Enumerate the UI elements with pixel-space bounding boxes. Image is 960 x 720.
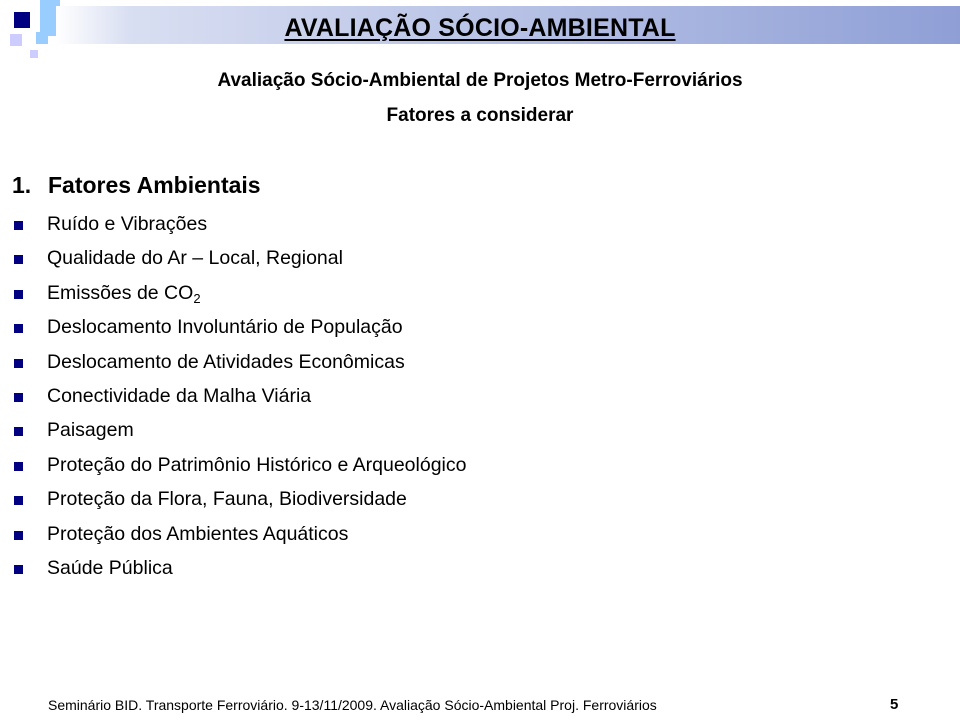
decor-square-lavender-small bbox=[30, 50, 38, 58]
subtitle-line-2: Fatores a considerar bbox=[386, 105, 574, 126]
square-bullet-icon bbox=[14, 290, 23, 299]
list-item bbox=[14, 517, 466, 551]
factor-text: Deslocamento de Atividades Econômicas bbox=[47, 350, 405, 373]
footer-text: Seminário BID. Transporte Ferroviário. 9-13/11/2009. Avaliação Sócio-Ambiental Proj. Ferroviários bbox=[48, 697, 657, 713]
list-item bbox=[14, 482, 466, 516]
factor-text: Proteção dos Ambientes Aquáticos bbox=[47, 522, 349, 545]
square-bullet-icon bbox=[14, 565, 23, 574]
list-item bbox=[14, 551, 466, 585]
list-item bbox=[14, 345, 466, 379]
section-heading-text: Fatores Ambientais bbox=[48, 172, 261, 198]
square-bullet-icon bbox=[14, 324, 23, 333]
factor-text: Ruído e Vibrações bbox=[47, 213, 208, 235]
section-heading bbox=[12, 172, 261, 199]
square-bullet-icon bbox=[14, 255, 23, 264]
square-bullet-icon bbox=[14, 221, 23, 230]
square-bullet-icon bbox=[14, 496, 23, 505]
factor-text: Saúde Pública bbox=[47, 556, 173, 579]
list-item bbox=[14, 448, 466, 482]
square-bullet-icon bbox=[14, 359, 23, 368]
list-item bbox=[14, 310, 466, 344]
square-bullet-icon bbox=[14, 393, 23, 402]
factor-text: Deslocamento Involuntário de População bbox=[47, 316, 403, 339]
factor-text: Conectividade da Malha Viária bbox=[47, 384, 312, 407]
factor-list bbox=[14, 207, 466, 585]
square-bullet-icon bbox=[14, 462, 23, 471]
square-bullet-icon bbox=[14, 427, 23, 436]
factor-text: Emissões de CO bbox=[47, 281, 194, 304]
list-item bbox=[14, 413, 466, 447]
factor-text: Paisagem bbox=[47, 419, 134, 442]
list-item bbox=[14, 276, 466, 310]
list-item bbox=[14, 207, 466, 241]
section-number: 1. bbox=[12, 172, 32, 198]
factor-text: Qualidade do Ar – Local, Regional bbox=[47, 247, 343, 270]
factor-subscript: 2 bbox=[193, 290, 201, 306]
list-item bbox=[14, 241, 466, 275]
page-number: 5 bbox=[890, 696, 899, 713]
list-item bbox=[14, 379, 466, 413]
slide-title: AVALIAÇÃO SÓCIO-AMBIENTAL bbox=[284, 14, 676, 42]
factor-text: Proteção da Flora, Fauna, Biodiversidade bbox=[47, 488, 407, 511]
square-bullet-icon bbox=[14, 531, 23, 540]
subtitle-line-1: Avaliação Sócio-Ambiental de Projetos Metro-Ferroviários bbox=[217, 70, 743, 91]
factor-text: Proteção do Patrimônio Histórico e Arqueológico bbox=[47, 453, 467, 476]
